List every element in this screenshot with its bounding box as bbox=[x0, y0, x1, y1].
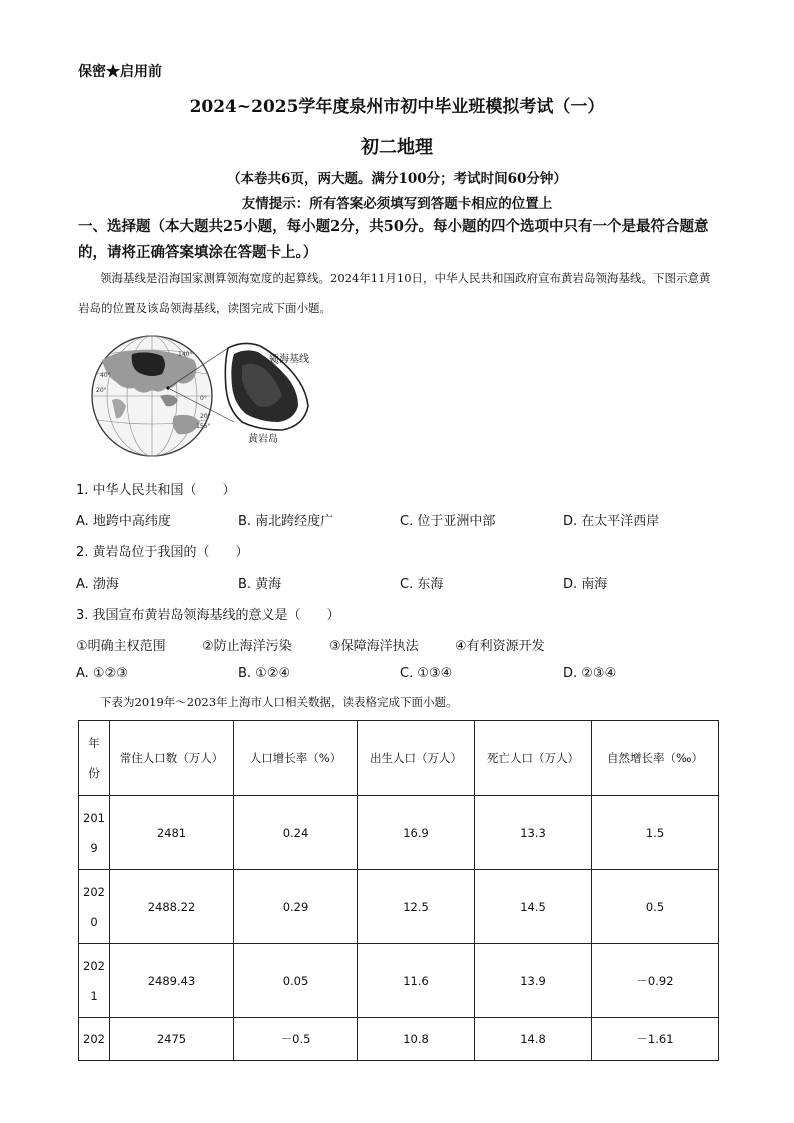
table-cell: 2481 bbox=[110, 796, 234, 870]
table-cell: 0.05 bbox=[234, 944, 358, 1018]
question-3-option-d[interactable]: D. ②③④ bbox=[563, 666, 617, 681]
lat-label-40: 40° bbox=[100, 372, 111, 379]
header-births: 出生人口（万人） bbox=[358, 721, 475, 796]
section-intro: 领海基线是沿海国家测算领海宽度的起算线。2024年11月10日，中华人民共和国政府宣布黄岩岛领海基线。下图示意黄岩岛的位置及该岛领海基线，读图完成下面小题。 bbox=[78, 271, 711, 315]
table-cell: 14.8 bbox=[475, 1018, 592, 1061]
table-cell: －0.92 bbox=[592, 944, 719, 1018]
table-cell: 0.29 bbox=[234, 870, 358, 944]
question-3-stem: 3. 我国宣布黄岩岛领海基线的意义是（ ） bbox=[76, 608, 340, 623]
table-cell: 0.24 bbox=[234, 796, 358, 870]
table-cell: 2020 bbox=[79, 870, 110, 944]
question-3-statement-3: ③保障海洋执法 bbox=[329, 639, 419, 654]
question-2-option-a[interactable]: A. 渤海 bbox=[76, 577, 119, 592]
header-resident-population: 常住人口数（万人） bbox=[110, 721, 234, 796]
exam-title: 2024~2025学年度泉州市初中毕业班模拟考试（一） bbox=[189, 97, 605, 117]
table-cell: 2475 bbox=[110, 1018, 234, 1061]
label-baseline: 领海基线 bbox=[269, 354, 309, 365]
question-1-option-a[interactable]: A. 地跨中高纬度 bbox=[76, 514, 171, 529]
table-row bbox=[79, 1018, 719, 1061]
population-table bbox=[78, 720, 719, 1061]
question-2-option-d[interactable]: D. 南海 bbox=[563, 577, 608, 592]
table-row bbox=[79, 796, 719, 870]
lat-label-20n: 20° bbox=[96, 387, 107, 394]
question-1-stem: 1. 中华人民共和国（ ） bbox=[76, 483, 236, 498]
table-cell: －0.5 bbox=[234, 1018, 358, 1061]
table-cell: 14.5 bbox=[475, 870, 592, 944]
globe-icon bbox=[92, 336, 212, 456]
section-heading: 一、选择题（本大题共25小题，每小题2分，共50分。每小题的四个选项中只有一个是最符合题意的，请将正确答案填涂在答题卡上。） bbox=[78, 218, 709, 261]
table-cell: 13.3 bbox=[475, 796, 592, 870]
question-3-statement-2: ②防止海洋污染 bbox=[202, 639, 292, 654]
table-cell: 12.5 bbox=[358, 870, 475, 944]
label-island: 黄岩岛 bbox=[248, 434, 278, 445]
figure-svg bbox=[82, 330, 332, 460]
table-cell: 10.8 bbox=[358, 1018, 475, 1061]
question-3-option-c[interactable]: C. ①③④ bbox=[400, 666, 453, 681]
subject-title: 初二地理 bbox=[361, 137, 433, 158]
exam-tip: 友情提示：所有答案必须填写到答题卡相应的位置上 bbox=[241, 196, 553, 212]
table-row bbox=[79, 870, 719, 944]
question-2-stem: 2. 黄岩岛位于我国的（ ） bbox=[76, 545, 249, 560]
table-cell: －1.61 bbox=[592, 1018, 719, 1061]
table-body bbox=[79, 796, 719, 1061]
lat-label-20s: 20° bbox=[200, 413, 211, 420]
question-3-option-a[interactable]: A. ①②③ bbox=[76, 666, 128, 681]
question-1-option-d[interactable]: D. 在太平洋西岸 bbox=[563, 514, 660, 529]
question-2-option-b[interactable]: B. 黄海 bbox=[238, 577, 282, 592]
lat-label-0: 0° bbox=[200, 395, 207, 402]
table-cell: 13.9 bbox=[475, 944, 592, 1018]
header-deaths: 死亡人口（万人） bbox=[475, 721, 592, 796]
question-3-statement-4: ④有利资源开发 bbox=[455, 639, 545, 654]
question-3-option-b[interactable]: B. ①②④ bbox=[238, 666, 291, 681]
table-cell: 11.6 bbox=[358, 944, 475, 1018]
header-natural-growth: 自然增长率（‰） bbox=[592, 721, 719, 796]
lon-label-155: 155° bbox=[196, 423, 211, 430]
table-intro: 下表为2019年～2023年上海市人口相关数据，读表格完成下面小题。 bbox=[100, 695, 458, 709]
table-cell: 2489.43 bbox=[110, 944, 234, 1018]
header-growth-rate: 人口增长率（%） bbox=[234, 721, 358, 796]
table-cell: 16.9 bbox=[358, 796, 475, 870]
secret-mark: 保密★启用前 bbox=[78, 64, 162, 80]
lon-label-140: 140° bbox=[178, 351, 193, 358]
table-row bbox=[79, 944, 719, 1018]
header-year: 年份 bbox=[79, 721, 110, 796]
question-1-option-c[interactable]: C. 位于亚洲中部 bbox=[400, 514, 496, 529]
question-1-option-b[interactable]: B. 南北跨经度广 bbox=[238, 514, 334, 529]
huangyan-figure bbox=[82, 330, 332, 460]
table-cell: 2021 bbox=[79, 944, 110, 1018]
table-cell: 2019 bbox=[79, 796, 110, 870]
table-cell: 1.5 bbox=[592, 796, 719, 870]
exam-note: （本卷共6页，两大题。满分100分；考试时间60分钟） bbox=[227, 171, 567, 187]
table-header-row bbox=[79, 721, 719, 796]
table-cell: 0.5 bbox=[592, 870, 719, 944]
table-cell: 2488.22 bbox=[110, 870, 234, 944]
table-cell: 202 bbox=[79, 1018, 110, 1061]
question-2-option-c[interactable]: C. 东海 bbox=[400, 577, 444, 592]
question-3-statement-1: ①明确主权范围 bbox=[76, 639, 166, 654]
